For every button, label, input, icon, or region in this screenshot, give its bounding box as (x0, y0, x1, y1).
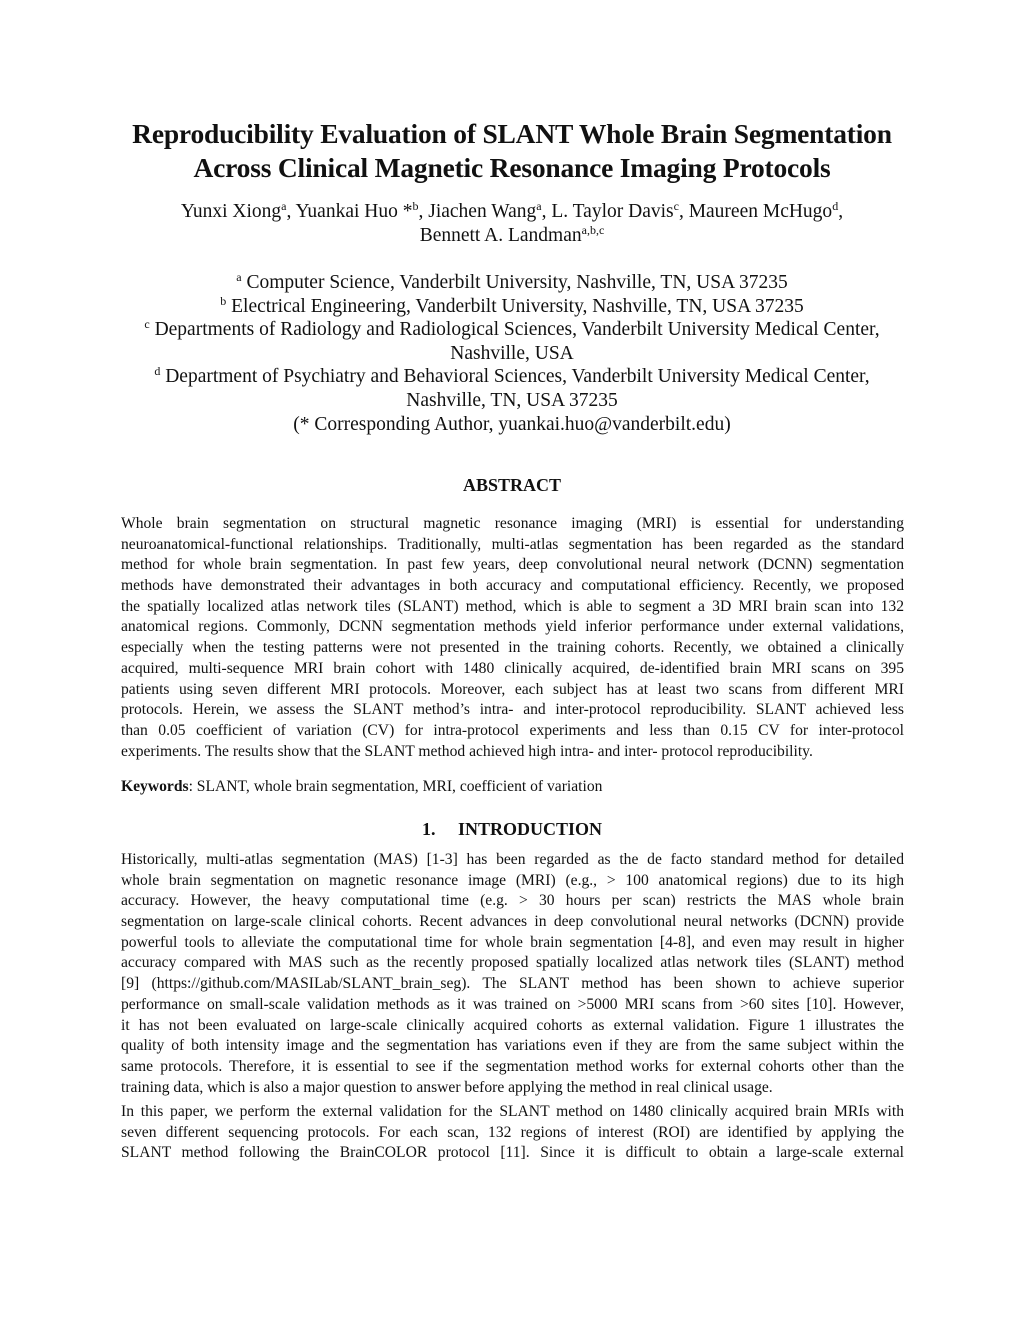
author-name: Maureen McHugo (688, 201, 833, 222)
author-line (80, 200, 944, 224)
author-name: Jiachen Wang (428, 201, 537, 222)
paragraph-line: seven different sequencing protocols. For each scan, 132 regions of interest (ROI) are identified by applying the (121, 1123, 904, 1141)
introduction-paragraph (121, 1102, 904, 1164)
abstract-line: than 0.05 coefficient of variation (CV) for intra-protocol experiments and less than 0.15 CV for inter-protocol (121, 721, 904, 739)
affiliation-list (80, 271, 944, 436)
author-separator: , (541, 201, 552, 222)
author-separator: , (838, 201, 844, 222)
author-affiliation-mark: a (536, 199, 542, 213)
author-name: Yunxi Xiong (180, 201, 282, 222)
abstract-line: Whole brain segmentation on structural magnetic resonance imaging (MRI) is essential for understanding (121, 515, 904, 532)
author-name: Bennett A. Landman (419, 225, 582, 246)
paragraph-line: In this paper, we perform the external validation for the SLANT method on 1480 clinically acquired brain MRIs with (121, 1103, 904, 1120)
paragraph-line: training data, which is also a major question to answer before applying the method in real clinical usage. (121, 1078, 773, 1096)
affiliation-text: Electrical Engineering, Vanderbilt University, Nashville, TN, USA 37235 (226, 295, 804, 317)
corresponding-author-text: (* Corresponding Author, yuankai.huo@vanderbilt.edu) (293, 413, 731, 435)
paragraph-line: it has not been evaluated on large-scale clinically acquired cohorts as external validation. Figure 1 illustrates the (121, 1016, 904, 1034)
author-name: Yuankai Huo * (295, 201, 413, 222)
paragraph-line: quality of both intensity image and the segmentation has variations even if they are from the same subject within the (121, 1037, 904, 1055)
abstract-line: experiments. The results show that the SLANT method achieved high intra- and inter- protocol reproducibility. (121, 742, 813, 760)
affiliation-line (80, 318, 944, 342)
affiliation-line (80, 342, 944, 366)
affiliation-text: Computer Science, Vanderbilt University, Nashville, TN, USA 37235 (241, 272, 788, 293)
abstract-body (121, 514, 904, 762)
affiliation-mark: c (144, 317, 150, 332)
title-line: Across Clinical Magnetic Resonance Imaging Protocols (193, 152, 831, 183)
abstract-line: especially when the testing patterns were not presented in the training cohorts. Recently, we obtained a clinically (121, 639, 904, 657)
affiliation-text: Nashville, TN, USA 37235 (406, 389, 618, 411)
paper-title (80, 117, 944, 185)
paragraph-line: powerful tools to alleviate the computational time for whole brain segmentation [4-8], and even may result in higher (121, 933, 904, 951)
paragraph-line: same protocols. Therefore, it is essential to see if the segmentation method works for external cohorts other than the (121, 1057, 904, 1075)
paragraph-line: SLANT method following the BrainCOLOR protocol [11]. Since it is difficult to obtain a large-scale external (121, 1144, 904, 1162)
author-affiliation-mark: c (673, 199, 679, 213)
affiliation-text: Nashville, USA (450, 342, 574, 364)
author-affiliation-mark: a (281, 199, 287, 213)
author-name: L. Taylor Davis (551, 201, 674, 222)
author-separator: , (286, 201, 296, 222)
abstract-line: method for whole brain segmentation. In past few years, deep convolutional neural network (DCNN) segmentation (121, 556, 904, 574)
affiliation-mark: d (154, 364, 161, 379)
paragraph-line: segmentation on large-scale clinical cohorts. Recent advances in deep convolutional neural networks (DCNN) provide (121, 913, 904, 931)
keywords-label: Keywords (121, 778, 189, 795)
author-separator: , (678, 201, 689, 222)
paragraph-line: [9] (https://github.com/MASILab/SLANT_brain_seg). The SLANT method has been shown to achieve superior (121, 975, 904, 993)
abstract-line: the spatially localized atlas network tiles (SLANT) method, which is able to segment a 3D MRI brain scan into 132 (121, 597, 904, 615)
paragraph-line: performance on small-scale validation methods as it was trained on >5000 MRI scans from >60 sites [10]. However, (121, 995, 904, 1013)
affiliation-line (80, 295, 944, 319)
abstract-line: methods have demonstrated their advantages in both accuracy and computational efficiency. Recently, we proposed (121, 577, 904, 595)
corresponding-author (80, 413, 944, 437)
abstract-line: patients using seven different MRI protocols. Moreover, each subject has at least two scans from different MRI (121, 680, 904, 698)
affiliation-mark: a (236, 270, 242, 284)
paragraph-line: accuracy. However, the heavy computational time (e.g. > 30 hours per scan) restricts the MAS whole brain (121, 892, 904, 910)
keywords (121, 777, 904, 798)
abstract-line: acquired, multi-sequence MRI brain cohort with 1480 clinically acquired, de-identified brain MRI scans on 395 (121, 659, 904, 677)
author-line (80, 224, 944, 248)
affiliation-text: Departments of Radiology and Radiological Sciences, Vanderbilt University Medical Center, (149, 319, 880, 341)
author-affiliation-mark: b (412, 199, 419, 213)
abstract-heading: ABSTRACT (462, 475, 562, 495)
affiliation-text: Department of Psychiatry and Behavioral Sciences, Vanderbilt University Medical Center, (160, 366, 870, 388)
affiliation-mark: b (220, 293, 227, 308)
author-list (80, 200, 944, 248)
keywords-text: : SLANT, whole brain segmentation, MRI, coefficient of variation (188, 778, 603, 795)
author-separator: , (418, 201, 429, 222)
abstract-line: protocols. Herein, we assess the SLANT method’s intra- and inter-protocol reproducibility. SLANT achieved less (121, 701, 904, 719)
author-affiliation-mark: a,b,c (581, 223, 605, 237)
title-line: Reproducibility Evaluation of SLANT Whole Brain Segmentation (132, 118, 892, 149)
author-affiliation-mark: d (832, 199, 839, 213)
affiliation-line (80, 271, 944, 295)
abstract-line: neuroanatomical-functional relationships. Traditionally, multi-atlas segmentation has been regarded as the standard (121, 535, 904, 553)
abstract-line: anatomical regions. Commonly, DCNN segmentation methods yield inferior performance under external validations, (121, 618, 904, 636)
paragraph-line: whole brain segmentation on magnetic resonance image (MRI) (e.g., > 100 anatomical regions) due to its high (121, 871, 904, 889)
affiliation-line (80, 389, 944, 413)
paragraph-line: Historically, multi-atlas segmentation (MAS) [1-3] has been regarded as the de facto standard method for detailed (121, 851, 904, 868)
introduction-heading: 1. INTRODUCTION (421, 819, 603, 839)
paragraph-line: accuracy compared with MAS such as the recently proposed spatially localized atlas network tiles (SLANT) method (121, 954, 904, 972)
introduction-paragraph (121, 850, 904, 1098)
affiliation-line (80, 365, 944, 389)
